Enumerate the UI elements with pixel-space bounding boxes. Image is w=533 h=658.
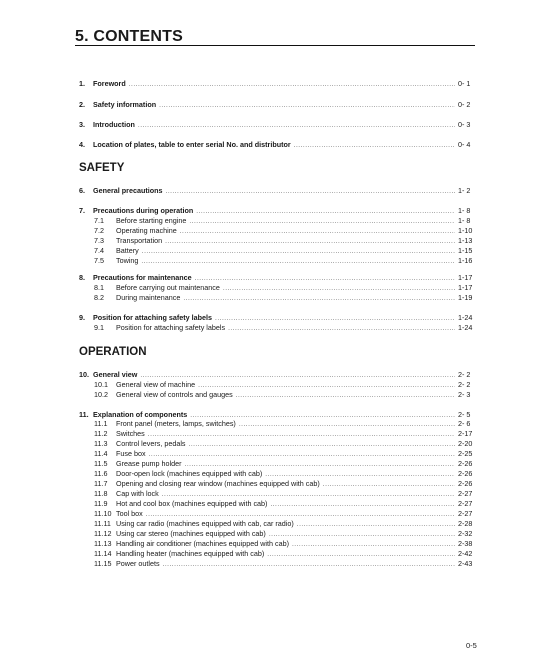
toc-entry	[79, 78, 476, 89]
toc-page: 1-16	[458, 256, 473, 265]
toc-page: 2-42	[458, 549, 473, 558]
toc-page: 2- 5	[458, 410, 471, 419]
toc-label: Front panel (meters, lamps, switches)	[116, 419, 236, 428]
toc-label: Using car radio (machines equipped with cab, car radio)	[116, 519, 294, 528]
toc-page: 2-32	[458, 529, 473, 538]
toc-label: Foreword	[93, 79, 126, 88]
toc-page: 2-26	[458, 479, 473, 488]
toc-label: Precautions for maintenance	[93, 273, 192, 282]
toc-number: 6.	[79, 186, 85, 195]
toc-label: Towing	[116, 256, 139, 265]
toc-number: 11.11	[94, 519, 111, 528]
toc-number: 11.7	[94, 479, 108, 488]
toc-label: General precautions	[93, 186, 163, 195]
toc-entry	[79, 119, 476, 130]
dot-leader	[141, 256, 455, 267]
toc-page: 2-27	[458, 499, 473, 508]
toc-page: 1-13	[458, 236, 473, 245]
dot-leader	[129, 79, 455, 90]
toc-page: 2-43	[458, 559, 473, 568]
toc-number: 11.6	[94, 469, 108, 478]
dot-leader	[166, 186, 455, 197]
dot-leader	[159, 100, 455, 111]
toc-page: 2- 2	[458, 370, 471, 379]
page-title: 5. CONTENTS	[75, 28, 183, 45]
dot-leader	[163, 559, 455, 570]
toc-label: Location of plates, table to enter serial No. and distributor	[93, 140, 291, 149]
toc-label: Grease pump holder	[116, 459, 182, 468]
toc-number: 9.	[79, 313, 85, 322]
toc-page: 1-17	[458, 283, 473, 292]
toc-page: 1- 8	[458, 206, 471, 215]
toc-label: Power outlets	[116, 559, 160, 568]
toc-number: 7.5	[94, 256, 104, 265]
toc-label: During maintenance	[116, 293, 181, 302]
toc-page: 2-17	[458, 429, 473, 438]
toc-subentry	[94, 558, 476, 569]
toc-label: Control levers, pedals	[116, 439, 186, 448]
toc-subentry	[94, 322, 476, 333]
toc-number: 4.	[79, 140, 85, 149]
toc-number: 9.1	[94, 323, 104, 332]
toc-page: 2-27	[458, 509, 473, 518]
toc-entry	[79, 185, 476, 196]
toc-page: 2- 3	[458, 390, 471, 399]
toc-number: 10.	[79, 370, 89, 379]
toc-number: 8.	[79, 273, 85, 282]
toc-page: 0- 2	[458, 100, 471, 109]
toc-number: 11.14	[94, 549, 112, 558]
toc-label: Cap with lock	[116, 489, 159, 498]
toc-number: 11.	[79, 410, 89, 419]
toc-page: 1-17	[458, 273, 473, 282]
toc-label: General view of controls and gauges	[116, 390, 233, 399]
toc-page: 2-28	[458, 519, 473, 528]
toc-label: Handling air conditioner (machines equipped with cab)	[116, 539, 289, 548]
toc-number: 8.2	[94, 293, 104, 302]
dot-leader	[294, 140, 455, 151]
toc-label: Battery	[116, 246, 139, 255]
toc-label: Tool box	[116, 509, 143, 518]
toc-label: Door-open lock (machines equipped with cab)	[116, 469, 263, 478]
toc-page: 0- 3	[458, 120, 471, 129]
toc-number: 10.2	[94, 390, 108, 399]
toc-page: 1-10	[458, 226, 473, 235]
toc-number: 11.3	[94, 439, 108, 448]
toc-page: 2-20	[458, 439, 473, 448]
toc-page: 0- 1	[458, 79, 471, 88]
toc-label: General view	[93, 370, 138, 379]
toc-number: 11.2	[94, 429, 108, 438]
toc-page: 2- 2	[458, 380, 471, 389]
toc-number: 11.10	[94, 509, 112, 518]
toc-label: Introduction	[93, 120, 135, 129]
toc-page: 2- 6	[458, 419, 471, 428]
toc-number: 1.	[79, 79, 85, 88]
toc-label: Hot and cool box (machines equipped with cab)	[116, 499, 268, 508]
toc-label: Safety information	[93, 100, 157, 109]
toc-number: 11.15	[94, 559, 112, 568]
toc-label: Position for attaching safety labels	[93, 313, 213, 322]
toc-number: 3.	[79, 120, 85, 129]
toc-label: Precautions during operation	[93, 206, 194, 215]
toc-subentry	[94, 389, 476, 400]
toc-label: Transportation	[116, 236, 163, 245]
toc-number: 11.9	[94, 499, 108, 508]
toc-label: Explanation of components	[93, 410, 188, 419]
toc-page: 1-19	[458, 293, 473, 302]
toc-page: 2-25	[458, 449, 473, 458]
toc-label: Switches	[116, 429, 145, 438]
toc-number: 11.5	[94, 459, 108, 468]
toc-number: 7.3	[94, 236, 104, 245]
toc-page: 2-38	[458, 539, 473, 548]
toc-page: 1-15	[458, 246, 473, 255]
toc-number: 2.	[79, 100, 85, 109]
toc-entry	[79, 139, 476, 150]
toc-page: 1- 2	[458, 186, 471, 195]
dot-leader	[138, 120, 455, 131]
title-underline	[75, 45, 475, 46]
toc-label: General view of machine	[116, 380, 196, 389]
toc-page: 2-27	[458, 489, 473, 498]
toc-number: 7.	[79, 206, 85, 215]
toc-number: 8.1	[94, 283, 104, 292]
toc-subentry	[94, 255, 476, 266]
toc-page: 1- 8	[458, 216, 471, 225]
toc-page: 1-24	[458, 323, 473, 332]
toc-page: 0- 4	[458, 140, 471, 149]
toc-number: 10.1	[94, 380, 108, 389]
toc-label: Position for attaching safety labels	[116, 323, 226, 332]
toc-number: 7.1	[94, 216, 104, 225]
toc-page: 1-24	[458, 313, 473, 322]
toc-label: Before starting engine	[116, 216, 187, 225]
section-heading: OPERATION	[79, 346, 147, 358]
page-number: 0-5	[466, 641, 477, 650]
toc-label: Using car stereo (machines equipped with cab)	[116, 529, 266, 538]
toc-number: 11.13	[94, 539, 112, 548]
toc-label: Before carrying out maintenance	[116, 283, 220, 292]
toc-label: Opening and closing rear window (machines equipped with cab)	[116, 479, 320, 488]
toc-page: 2-26	[458, 469, 473, 478]
toc-number: 11.4	[94, 449, 108, 458]
toc-page: 2-26	[458, 459, 473, 468]
toc-number: 11.12	[94, 529, 112, 538]
toc-label: Fuse box	[116, 449, 146, 458]
toc-label: Operating machine	[116, 226, 177, 235]
section-heading: SAFETY	[79, 162, 125, 174]
dot-leader	[183, 293, 455, 304]
toc-entry	[79, 99, 476, 110]
dot-leader	[236, 390, 455, 401]
toc-subentry	[94, 292, 476, 303]
toc-label: Handling heater (machines equipped with cab)	[116, 549, 265, 558]
dot-leader	[228, 323, 455, 334]
toc-number: 7.4	[94, 246, 104, 255]
toc-number: 11.1	[94, 419, 108, 428]
toc-number: 11.8	[94, 489, 108, 498]
toc-number: 7.2	[94, 226, 104, 235]
